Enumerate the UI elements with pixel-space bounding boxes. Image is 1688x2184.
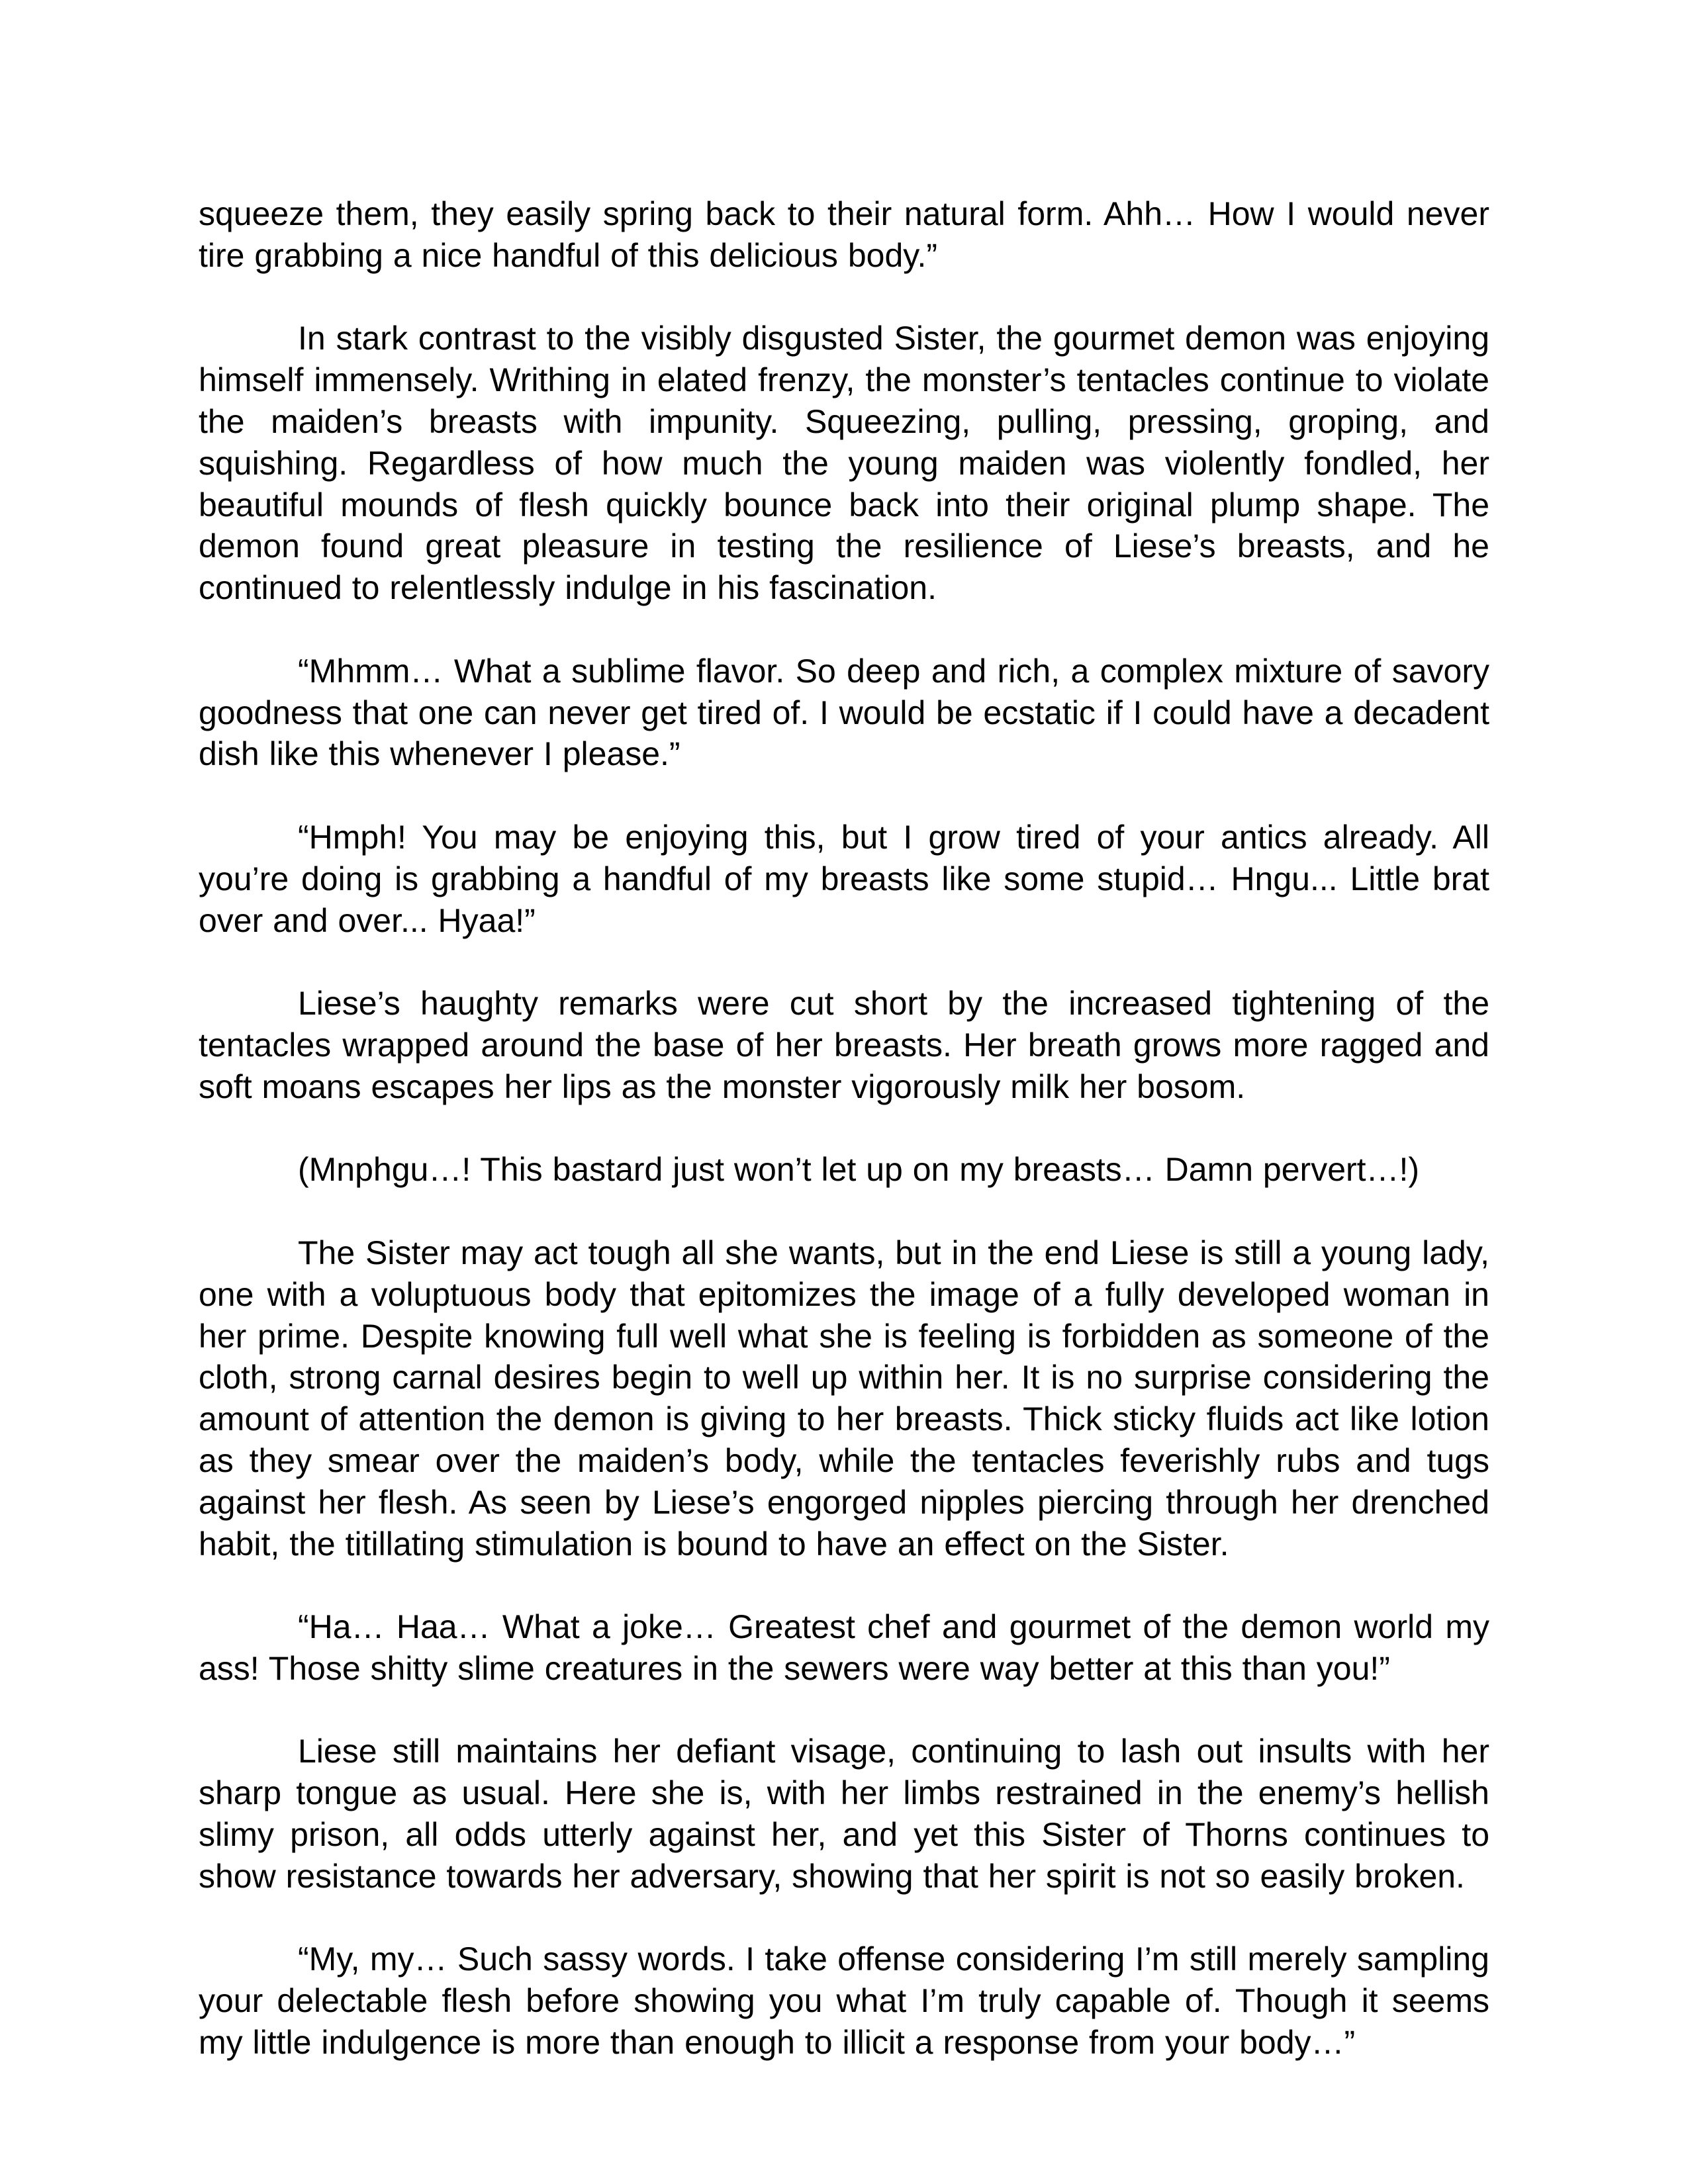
paragraph-5: Liese’s haughty remarks were cut short by the increased tightening of the tentacles wrapped around the base of her breasts. Her breath grows more ragged and soft moans escapes her lips as the monster vigorously milk her bosom. [199, 985, 1489, 1105]
paragraph-6: (Mnphgu…! This bastard just won’t let up on my breasts… Damn pervert…!) [298, 1151, 1420, 1189]
paragraph-9: Liese still maintains her defiant visage, continuing to lash out insults with her sharp tongue as usual. Here she is, with her limbs restrained in the enemy’s hellish slimy prison, all odds utterly against her, and yet this Sister of Thorns continues to show resistance towards her adversary, showing that her spirit is not so easily broken. [199, 1733, 1489, 1895]
paragraph-10: “My, my… Such sassy words. I take offense considering I’m still merely sampling your delectable flesh before showing you what I’m truly capable of. Though it seems my little indulgence is more than enough to illicit a response from your body…” [199, 1940, 1489, 2062]
paragraph-8: “Ha… Haa… What a joke… Greatest chef and gourmet of the demon world my ass! Those shitty slime creatures in the sewers were way better at this than you!” [199, 1608, 1489, 1687]
paragraph-4: “Hmph! You may be enjoying this, but I grow tired of your antics already. All you’re doing is grabbing a handful of my breasts like some stupid… Hngu... Little brat over and over... Hyaa!” [199, 818, 1489, 939]
paragraph-3: “Mhmm… What a sublime flavor. So deep and rich, a complex mixture of savory goodness that one can never get tired of. I would be ecstatic if I could have a decadent dish like this whenever I please.” [199, 652, 1489, 773]
paragraph-1: squeeze them, they easily spring back to their natural form. Ahh… How I would never tire grabbing a nice handful of this delicious body.” [199, 195, 1489, 274]
paragraph-7: The Sister may act tough all she wants, but in the end Liese is still a young lady, one with a voluptuous body that epitomizes the image of a fully developed woman in her prime. Despite knowing full well what she is feeling is forbidden as someone of the cloth, strong carnal desires begin to well up within her. It is no surprise considering the amount of attention the demon is giving to her breasts. Thick sticky fluids act like lotion as they smear over the maiden’s body, while the tentacles feverishly rubs and tugs against her flesh. As seen by Liese’s engorged nipples piercing through her drenched habit, the titillating stimulation is bound to have an effect on the Sister. [199, 1234, 1489, 1563]
paragraph-2: In stark contrast to the visibly disgusted Sister, the gourmet demon was enjoying himself immensely. Writhing in elated frenzy, the monster’s tentacles continue to violate the maiden’s breasts with impunity. Squeezing, pulling, pressing, groping, and squishing. Regardless of how much the young maiden was violently fondled, her beautiful mounds of flesh quickly bounce back into their original plump shape. The demon found great pleasure in testing the resilience of Liese’s breasts, and he continued to relentlessly indulge in his fascination. [199, 320, 1489, 607]
